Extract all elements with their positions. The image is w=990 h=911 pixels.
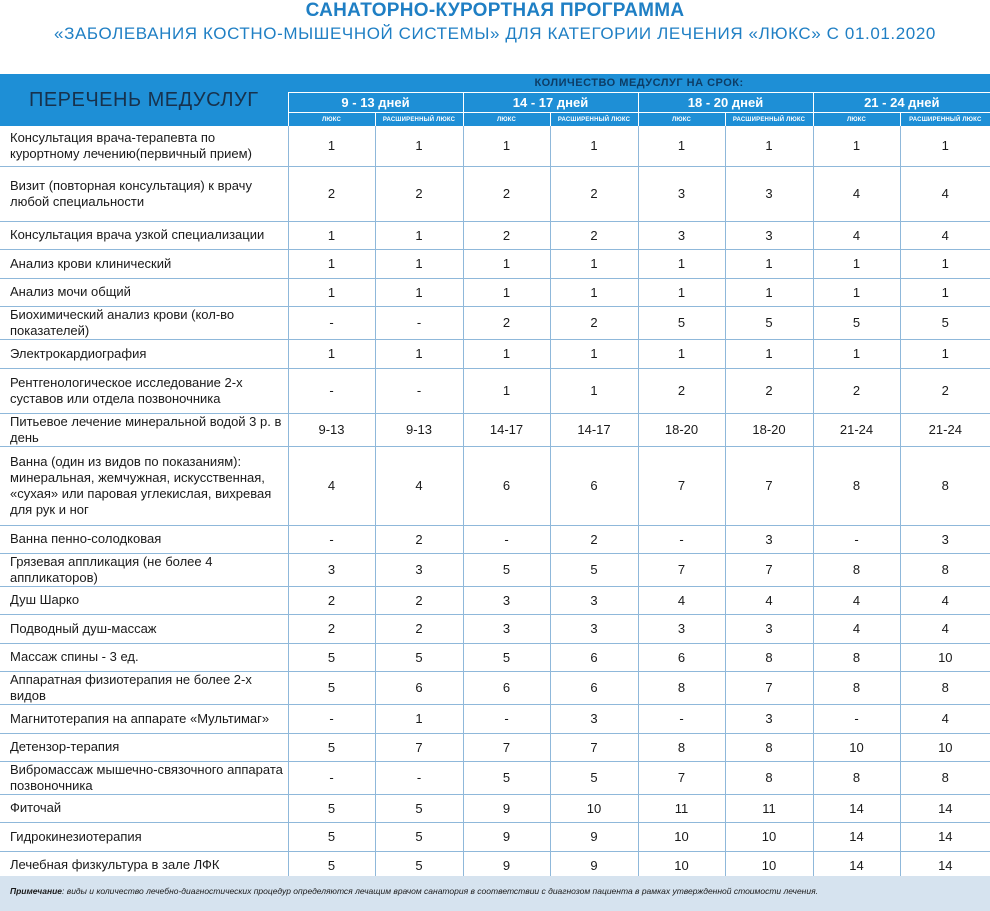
quantity-cell: - [375, 306, 463, 339]
quantity-cell: 2 [375, 525, 463, 553]
quantity-cell: 1 [725, 249, 813, 278]
quantity-cell: 1 [638, 339, 725, 368]
quantity-cell: 9-13 [288, 413, 375, 446]
quantity-cell: 6 [550, 643, 638, 671]
quantity-cell: 1 [288, 339, 375, 368]
period-header: 9 - 13 дней [288, 93, 463, 113]
quantity-cell: - [375, 368, 463, 413]
quantity-cell: 7 [550, 733, 638, 761]
quantity-cell: 1 [375, 249, 463, 278]
quantity-cell: 1 [813, 126, 900, 166]
table-row [0, 306, 990, 339]
service-name: Анализ крови клинический [0, 249, 288, 278]
quantity-cell: 21-24 [813, 413, 900, 446]
quantity-cell: 10 [638, 822, 725, 851]
table-row [0, 851, 990, 879]
table-row [0, 671, 990, 704]
service-name: Магнитотерапия на аппарате «Мультимаг» [0, 704, 288, 733]
quantity-cell: 1 [725, 278, 813, 306]
service-name: Биохимический анализ крови (кол-во показателей) [0, 306, 288, 339]
quantity-cell: 5 [550, 761, 638, 794]
quantity-cell: 5 [288, 643, 375, 671]
quantity-cell: 8 [900, 671, 990, 704]
quantity-cell: 5 [463, 553, 550, 586]
quantity-cell: 1 [550, 126, 638, 166]
quantity-cell: 3 [550, 586, 638, 614]
quantity-cell: 4 [813, 166, 900, 221]
quantity-cell: 1 [813, 278, 900, 306]
quantity-cell: - [288, 761, 375, 794]
service-name: Консультация врача-терапевта по курортному лечению(первичный прием) [0, 126, 288, 166]
quantity-cell: 3 [375, 553, 463, 586]
quantity-cell: 9 [550, 851, 638, 879]
quantity-cell: 4 [900, 166, 990, 221]
quantity-cell: 2 [638, 368, 725, 413]
quantity-cell: 10 [813, 733, 900, 761]
quantity-cell: 18-20 [638, 413, 725, 446]
quantity-cell: 6 [463, 446, 550, 525]
service-name: Ванна (один из видов по показаниям): минеральная, жемчужная, искусственная, «сухая» или паровая углекислая, вихревая для рук и ног [0, 446, 288, 525]
quantity-cell: 5 [375, 851, 463, 879]
quantity-cell: 4 [288, 446, 375, 525]
quantity-cell: 1 [288, 221, 375, 249]
quantity-cell: 21-24 [900, 413, 990, 446]
quantity-cell: 1 [288, 249, 375, 278]
service-name: Лечебная физкультура в зале ЛФК [0, 851, 288, 879]
quantity-cell: 6 [375, 671, 463, 704]
quantity-cell: 1 [375, 278, 463, 306]
quantity-cell: 9 [463, 794, 550, 822]
page-title: САНАТОРНО-КУРОРТНАЯ ПРОГРАММА [305, 0, 685, 21]
quantity-cell: 9 [463, 822, 550, 851]
quantity-cell: 2 [463, 166, 550, 221]
quantity-cell: 2 [375, 166, 463, 221]
quantity-cell: 1 [900, 126, 990, 166]
quantity-cell: 5 [813, 306, 900, 339]
quantity-cell: 14 [900, 794, 990, 822]
table-row [0, 249, 990, 278]
quantity-cell: 4 [725, 586, 813, 614]
quantity-cell: 10 [900, 643, 990, 671]
quantity-cell: 3 [463, 586, 550, 614]
quantity-cell: - [813, 525, 900, 553]
quantity-cell: 4 [900, 704, 990, 733]
quantity-cell: 5 [375, 822, 463, 851]
quantity-cell: 2 [463, 221, 550, 249]
period-header: 18 - 20 дней [638, 93, 813, 113]
service-name: Ванна пенно-солодковая [0, 525, 288, 553]
quantity-cell: - [375, 761, 463, 794]
quantity-cell: 7 [725, 553, 813, 586]
quantity-cell: 7 [638, 553, 725, 586]
quantity-cell: 2 [813, 368, 900, 413]
table-row [0, 643, 990, 671]
quantity-cell: 1 [550, 339, 638, 368]
quantity-cell: 2 [550, 525, 638, 553]
quantity-cell: 3 [725, 525, 813, 553]
quantity-cell: 4 [813, 586, 900, 614]
table-row [0, 553, 990, 586]
service-name: Гидрокинезиотерапия [0, 822, 288, 851]
quantity-cell: 11 [725, 794, 813, 822]
quantity-cell: 6 [550, 671, 638, 704]
category-header: РАСШИРЕННЫЙ ЛЮКС [900, 113, 990, 127]
quantity-cell: 6 [638, 643, 725, 671]
quantity-cell: 10 [900, 733, 990, 761]
quantity-cell: 6 [463, 671, 550, 704]
quantity-cell: 4 [900, 586, 990, 614]
note-bar [0, 876, 990, 911]
service-name: Рентгенологическое исследование 2-х суставов или отдела позвоночника [0, 368, 288, 413]
service-name: Вибромассаж мышечно-связочного аппарата позвоночника [0, 761, 288, 794]
quantity-cell: 1 [813, 339, 900, 368]
quantity-cell: - [288, 368, 375, 413]
service-name: Визит (повторная консультация) к врачу любой специальности [0, 166, 288, 221]
quantity-cell: 3 [725, 166, 813, 221]
quantity-cell: 3 [550, 704, 638, 733]
category-header: РАСШИРЕННЫЙ ЛЮКС [550, 113, 638, 127]
quantity-cell: 8 [813, 643, 900, 671]
category-header: ЛЮКС [638, 113, 725, 127]
quantity-cell: 1 [375, 339, 463, 368]
quantity-cell: 11 [638, 794, 725, 822]
table-row [0, 761, 990, 794]
footnote [10, 886, 818, 896]
quantity-cell: 6 [550, 446, 638, 525]
header-row-quantity [0, 74, 990, 93]
quantity-cell: 1 [375, 221, 463, 249]
quantity-cell: 1 [900, 249, 990, 278]
quantity-cell: 3 [463, 614, 550, 643]
quantity-cell: 8 [725, 643, 813, 671]
category-header: ЛЮКС [288, 113, 375, 127]
quantity-cell: 7 [463, 733, 550, 761]
quantity-cell: 4 [813, 614, 900, 643]
quantity-cell: - [638, 525, 725, 553]
quantity-cell: 4 [638, 586, 725, 614]
quantity-cell: 14 [900, 851, 990, 879]
quantity-cell: 1 [550, 368, 638, 413]
quantity-cell: 1 [900, 339, 990, 368]
table-row [0, 525, 990, 553]
table-row [0, 586, 990, 614]
quantity-cell: 8 [638, 671, 725, 704]
quantity-cell: 1 [463, 339, 550, 368]
quantity-cell: 3 [725, 614, 813, 643]
table-row [0, 339, 990, 368]
quantity-cell: 2 [550, 306, 638, 339]
quantity-cell: 10 [550, 794, 638, 822]
quantity-cell: 5 [288, 671, 375, 704]
quantity-cell: 9-13 [375, 413, 463, 446]
quantity-cell: 10 [725, 851, 813, 879]
quantity-cell: 18-20 [725, 413, 813, 446]
period-header: 21 - 24 дней [813, 93, 990, 113]
quantity-cell: - [463, 704, 550, 733]
quantity-cell: 2 [725, 368, 813, 413]
quantity-cell: 1 [288, 126, 375, 166]
category-header: ЛЮКС [813, 113, 900, 127]
table-row [0, 704, 990, 733]
category-header: РАСШИРЕННЫЙ ЛЮКС [375, 113, 463, 127]
quantity-cell: 14 [813, 794, 900, 822]
quantity-cell: 8 [813, 761, 900, 794]
table-row [0, 278, 990, 306]
table-row [0, 413, 990, 446]
service-name: Анализ мочи общий [0, 278, 288, 306]
quantity-cell: 14 [813, 851, 900, 879]
service-name: Душ Шарко [0, 586, 288, 614]
table-row [0, 126, 990, 166]
category-header: ЛЮКС [463, 113, 550, 127]
quantity-cell: 1 [725, 339, 813, 368]
table-row [0, 794, 990, 822]
quantity-cell: 1 [375, 704, 463, 733]
quantity-cell: 2 [375, 586, 463, 614]
quantity-cell: 8 [638, 733, 725, 761]
quantity-cell: - [288, 525, 375, 553]
service-name: Консультация врача узкой специализации [0, 221, 288, 249]
quantity-cell: 1 [463, 368, 550, 413]
page-subtitle: «ЗАБОЛЕВАНИЯ КОСТНО-МЫШЕЧНОЙ СИСТЕМЫ» ДЛЯ КАТЕГОРИИ ЛЕЧЕНИЯ «ЛЮКС» С 01.01.2020 [54, 24, 936, 43]
service-name: Электрокардиография [0, 339, 288, 368]
quantity-cell: 10 [725, 822, 813, 851]
quantity-cell: 4 [375, 446, 463, 525]
quantity-cell: 3 [288, 553, 375, 586]
service-name: Питьевое лечение минеральной водой 3 р. в день [0, 413, 288, 446]
quantity-cell: 3 [638, 221, 725, 249]
quantity-cell: 14-17 [550, 413, 638, 446]
quantity-cell: 1 [638, 126, 725, 166]
quantity-cell: 3 [725, 221, 813, 249]
service-name: Аппаратная физиотерапия не более 2-х видов [0, 671, 288, 704]
quantity-cell: 3 [725, 704, 813, 733]
quantity-cell: - [288, 306, 375, 339]
quantity-cell: 8 [813, 446, 900, 525]
table-body [0, 126, 990, 879]
service-name: Массаж спины - 3 ед. [0, 643, 288, 671]
quantity-cell: - [463, 525, 550, 553]
quantity-cell: 2 [900, 368, 990, 413]
footnote-text: : виды и количество лечебно-диагностических процедур определяются лечащим врачом санатория в соответствии с диагнозом пациента в рамках утвержденной стоимости лечения. [62, 886, 818, 896]
quantity-cell: 9 [550, 822, 638, 851]
quantity-cell: 7 [725, 671, 813, 704]
quantity-cell: 5 [375, 794, 463, 822]
quantity-cell: 5 [638, 306, 725, 339]
table-row [0, 221, 990, 249]
quantity-cell: 3 [550, 614, 638, 643]
table-row [0, 368, 990, 413]
quantity-cell: 1 [638, 278, 725, 306]
quantity-cell: 7 [638, 761, 725, 794]
quantity-cell: 5 [900, 306, 990, 339]
title-block [0, 0, 990, 74]
quantity-cell: 5 [288, 794, 375, 822]
quantity-cell: 10 [638, 851, 725, 879]
quantity-cell: 8 [725, 761, 813, 794]
services-table [0, 74, 990, 880]
quantity-cell: 1 [550, 249, 638, 278]
quantity-cell: 1 [900, 278, 990, 306]
quantity-cell: 14 [900, 822, 990, 851]
quantity-cell: 3 [638, 166, 725, 221]
quantity-cell: 5 [463, 761, 550, 794]
table-row [0, 446, 990, 525]
period-header: 14 - 17 дней [463, 93, 638, 113]
table-row [0, 822, 990, 851]
quantity-cell: 3 [638, 614, 725, 643]
services-list-header: ПЕРЕЧЕНЬ МЕДУСЛУГ [0, 74, 288, 126]
quantity-cell: 5 [288, 822, 375, 851]
category-header: РАСШИРЕННЫЙ ЛЮКС [725, 113, 813, 127]
quantity-cell: 1 [725, 126, 813, 166]
service-name: Грязевая аппликация (не более 4 аппликаторов) [0, 553, 288, 586]
footnote-label: Примечание [10, 886, 63, 896]
quantity-cell: 1 [463, 126, 550, 166]
quantity-cell: 1 [375, 126, 463, 166]
quantity-cell: 2 [288, 614, 375, 643]
quantity-cell: 1 [463, 249, 550, 278]
quantity-cell: 8 [813, 553, 900, 586]
quantity-cell: 8 [813, 671, 900, 704]
quantity-cell: 2 [463, 306, 550, 339]
quantity-cell: 7 [725, 446, 813, 525]
quantity-cell: 1 [288, 278, 375, 306]
quantity-cell: 2 [550, 221, 638, 249]
quantity-cell: 5 [550, 553, 638, 586]
quantity-cell: 1 [463, 278, 550, 306]
quantity-cell: 2 [550, 166, 638, 221]
quantity-cell: - [288, 704, 375, 733]
quantity-cell: 9 [463, 851, 550, 879]
quantity-cell: 4 [813, 221, 900, 249]
quantity-cell: 7 [638, 446, 725, 525]
table-row [0, 614, 990, 643]
service-name: Детензор-терапия [0, 733, 288, 761]
quantity-cell: 1 [638, 249, 725, 278]
quantity-cell: - [638, 704, 725, 733]
quantity-cell: 8 [900, 553, 990, 586]
service-name: Фиточай [0, 794, 288, 822]
quantity-cell: 14 [813, 822, 900, 851]
quantity-cell: 4 [900, 614, 990, 643]
quantity-cell: 5 [288, 851, 375, 879]
table-row [0, 166, 990, 221]
quantity-cell: 14-17 [463, 413, 550, 446]
quantity-cell: 5 [288, 733, 375, 761]
quantity-cell: 7 [375, 733, 463, 761]
quantity-cell: 1 [550, 278, 638, 306]
table-row [0, 733, 990, 761]
quantity-cell: 3 [900, 525, 990, 553]
quantity-header: КОЛИЧЕСТВО МЕДУСЛУГ НА СРОК: [534, 77, 744, 89]
service-name: Подводный душ-массаж [0, 614, 288, 643]
quantity-cell: 5 [375, 643, 463, 671]
quantity-cell: 5 [725, 306, 813, 339]
quantity-cell: 8 [725, 733, 813, 761]
quantity-cell: 2 [375, 614, 463, 643]
quantity-cell: 2 [288, 586, 375, 614]
quantity-cell: - [813, 704, 900, 733]
quantity-cell: 4 [900, 221, 990, 249]
quantity-cell: 1 [813, 249, 900, 278]
quantity-cell: 5 [463, 643, 550, 671]
quantity-cell: 8 [900, 446, 990, 525]
quantity-cell: 8 [900, 761, 990, 794]
quantity-cell: 2 [288, 166, 375, 221]
